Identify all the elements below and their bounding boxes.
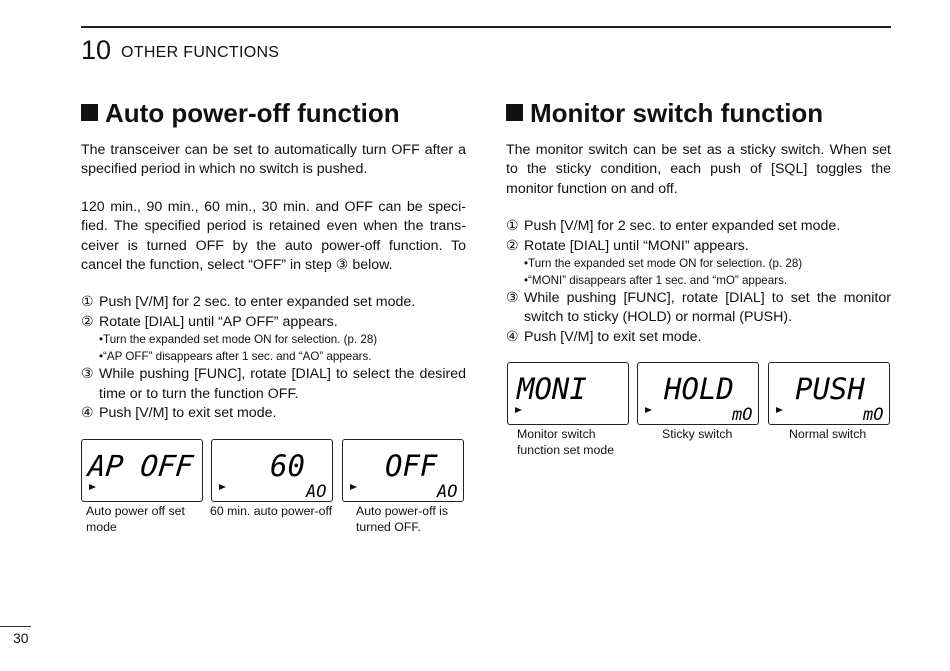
lcd-screen bbox=[82, 440, 201, 500]
lcd-screen bbox=[343, 440, 462, 500]
lcd-sub-text: mO bbox=[863, 405, 884, 423]
signal-icon bbox=[645, 407, 652, 413]
page-number: 30 bbox=[13, 630, 29, 646]
lcd-display bbox=[637, 362, 759, 425]
lcd-screen bbox=[638, 363, 757, 423]
step-text: While pushing [FUNC], rotate [DIAL] to select the desired time or to turn the function OFF. bbox=[99, 366, 466, 402]
lcd-sub-text: mO bbox=[732, 405, 753, 423]
signal-icon bbox=[776, 407, 783, 413]
section-title-text: Monitor switch function bbox=[530, 98, 824, 128]
chapter-title: OTHER FUNCTIONS bbox=[121, 44, 280, 61]
step-number: ③ bbox=[506, 290, 519, 307]
lcd-display bbox=[81, 439, 203, 502]
step-number: ② bbox=[81, 313, 94, 330]
step bbox=[81, 404, 466, 423]
chapter-number: 10 bbox=[81, 35, 112, 65]
lcd-main-text: PUSH bbox=[795, 372, 865, 406]
lcd-main-text: 60 bbox=[270, 449, 305, 483]
step bbox=[506, 217, 891, 236]
step bbox=[506, 328, 891, 347]
step-text: Push [V/M] for 2 sec. to enter expanded set mode. bbox=[99, 294, 416, 311]
note: •“AP OFF” disappears after 1 sec. and “AO” appears. bbox=[99, 349, 372, 363]
signal-icon bbox=[515, 407, 522, 413]
signal-icon bbox=[89, 484, 96, 490]
display-caption: Sticky switch bbox=[662, 427, 733, 441]
step-text: Rotate [DIAL] until “MONI” appears. bbox=[524, 237, 749, 254]
paragraph: The monitor switch can be set as a sticky switch. When set to the sticky condition, each push of [SQL] toggles the monitor function on and off. bbox=[506, 142, 891, 197]
step-text: Rotate [DIAL] until “AP OFF” appears. bbox=[99, 313, 338, 330]
step bbox=[506, 289, 891, 328]
paragraph: 120 min., 90 min., 60 min., 30 min. and OFF can be speci-fied. The specified period is retained even when the trans-ceiver is turned OFF by the auto power-off function. To cancel the function, select “OFF” in step ③ below. bbox=[81, 198, 466, 274]
lcd-screen bbox=[769, 363, 888, 423]
step-number: ③ bbox=[81, 366, 94, 383]
step-number: ④ bbox=[81, 405, 94, 422]
lcd-sub-text: AO bbox=[437, 482, 458, 500]
lcd-screen bbox=[508, 363, 627, 423]
signal-icon bbox=[219, 484, 226, 490]
square-bullet-icon bbox=[81, 104, 98, 121]
lcd-main-text: OFF bbox=[385, 449, 438, 483]
display-caption: Auto power-off is turned OFF. bbox=[356, 504, 449, 534]
step-text: Push [V/M] to exit set mode. bbox=[524, 328, 702, 345]
signal-icon bbox=[350, 484, 357, 490]
square-bullet-icon bbox=[506, 104, 523, 121]
section-title-monitor-switch bbox=[506, 98, 823, 128]
display-caption: Monitor switch function set mode bbox=[517, 427, 615, 457]
lcd-main-text: MONI bbox=[517, 372, 587, 406]
lcd-display bbox=[211, 439, 333, 502]
step-number: ① bbox=[81, 294, 94, 311]
step bbox=[81, 293, 466, 312]
note: •Turn the expanded set mode ON for selection. (p. 28) bbox=[524, 257, 803, 271]
step-number: ④ bbox=[506, 328, 519, 345]
footer-rule bbox=[0, 626, 31, 627]
lcd-screen bbox=[212, 440, 331, 500]
display-caption: Normal switch bbox=[789, 427, 867, 441]
step-text: While pushing [FUNC], rotate [DIAL] to set the monitor switch to sticky (HOLD) or normal (PUSH). bbox=[524, 290, 891, 326]
step bbox=[81, 313, 466, 332]
step-number: ① bbox=[506, 218, 519, 235]
note: •Turn the expanded set mode ON for selection. (p. 28) bbox=[99, 333, 378, 347]
step-text: Push [V/M] for 2 sec. to enter expanded set mode. bbox=[524, 218, 841, 235]
step-text: Push [V/M] to exit set mode. bbox=[99, 405, 277, 422]
monitor-switch-body bbox=[506, 141, 891, 347]
auto-power-off-body bbox=[81, 141, 466, 423]
lcd-display bbox=[768, 362, 890, 425]
lcd-main-text: AP OFF bbox=[86, 449, 195, 483]
lcd-display bbox=[507, 362, 629, 425]
section-title-text: Auto power-off function bbox=[105, 98, 400, 128]
lcd-sub-text: AO bbox=[306, 482, 327, 500]
display-caption: 60 min. auto power-off bbox=[210, 504, 333, 518]
display-caption: Auto power off set mode bbox=[86, 504, 185, 534]
header-rule bbox=[81, 26, 891, 28]
section-title-auto-power-off bbox=[81, 98, 400, 128]
lcd-main-text: HOLD bbox=[664, 372, 734, 406]
step-number: ② bbox=[506, 237, 519, 254]
paragraph: The transceiver can be set to automatically turn OFF after a specified period in which no switch is pushed. bbox=[81, 142, 466, 178]
step bbox=[506, 237, 891, 256]
lcd-display bbox=[342, 439, 464, 502]
step bbox=[81, 365, 466, 404]
note: •“MONI” disappears after 1 sec. and “mO” appears. bbox=[524, 273, 788, 287]
